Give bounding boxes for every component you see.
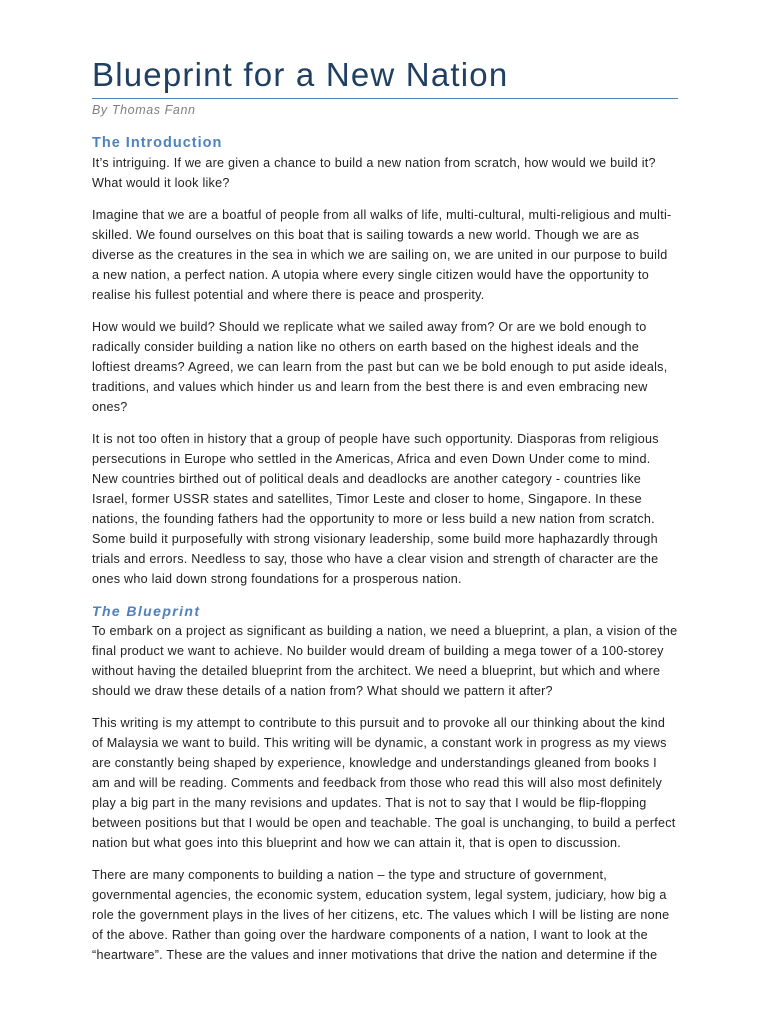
paragraph: This writing is my attempt to contribute to this pursuit and to provoke all our thinking about the kind of Malaysia we want to build. This writing will be dynamic, a constant work in progress as my views are constantly being shaped by experience, knowledge and understandings gleaned from books I am and will be reading. Comments and feedback from those who read this will also most definitely play a big part in the many revisions and updates. That is not to say that I would be flip-flopping between positions but that I would be open and teachable. The goal is unchanging, to build a perfect nation but what goes into this blueprint and how we can attain it, that is open to discussion.: [92, 716, 676, 850]
paragraph: It is not too often in history that a group of people have such opportunity. Diasporas from religious persecutions in Europe who settled in the Americas, Africa and even Down Under come to mind. New countries birthed out of political deals and deadlocks are another category - countries like Israel, former USSR states and satellites, Timor Leste and closer to home, Singapore. In these nations, the founding fathers had the opportunity to more or less build a new nation from scratch. Some build it purposefully with strong visionary leadership, some build more haphazardly through trials and errors. Needless to say, those who have a clear vision and strength of character are the ones who laid down strong foundations for a prosperous nation.: [92, 432, 659, 586]
section-introduction: [92, 133, 678, 589]
document-title: Blueprint for a New Nation: [92, 54, 678, 99]
paragraph: To embark on a project as significant as building a nation, we need a blueprint, a plan, a vision of the final product we want to achieve. No builder would dream of building a mega tower of a 100-storey without having the detailed blueprint from the architect. We need a blueprint, but which and where should we draw these details of a nation from? What should we pattern it after?: [92, 624, 678, 698]
paragraph: How would we build? Should we replicate what we sailed away from? Or are we bold enough to radically consider building a nation like no others on earth based on the highest ideals and the loftiest dreams? Agreed, we can learn from the past but can we be bold enough to put aside ideals, traditions, and values which hinder us and learn from the best there is and even embracing new ones?: [92, 320, 668, 414]
author-byline: By Thomas Fann: [92, 103, 196, 117]
paragraph: Imagine that we are a boatful of people from all walks of life, multi-cultural, multi-religious and multi-skilled. We found ourselves on this boat that is sailing towards a new world. Though we are as diverse as the creatures in the sea in which we are sailing on, we are united in our purpose to build a new nation, a perfect nation. A utopia where every single citizen would have the opportunity to realise his fullest potential and where there is peace and prosperity.: [92, 208, 672, 302]
paragraph: It’s intriguing. If we are given a chance to build a new nation from scratch, how would we build it? What would it look like?: [92, 156, 656, 190]
section-heading-introduction: The Introduction: [92, 135, 223, 151]
document-page: [92, 54, 678, 977]
paragraph: There are many components to building a nation – the type and structure of government, governmental agencies, the economic system, education system, legal system, judiciary, how big a role the government plays in the lives of her citizens, etc. The values which I will be listing are none of the above. Rather than going over the hardware components of a nation, I want to look at the “heartware”. These are the values and inner motivations that drive the nation and determine if the: [92, 868, 670, 962]
section-blueprint: [92, 601, 678, 965]
section-heading-blueprint: The Blueprint: [92, 603, 201, 619]
